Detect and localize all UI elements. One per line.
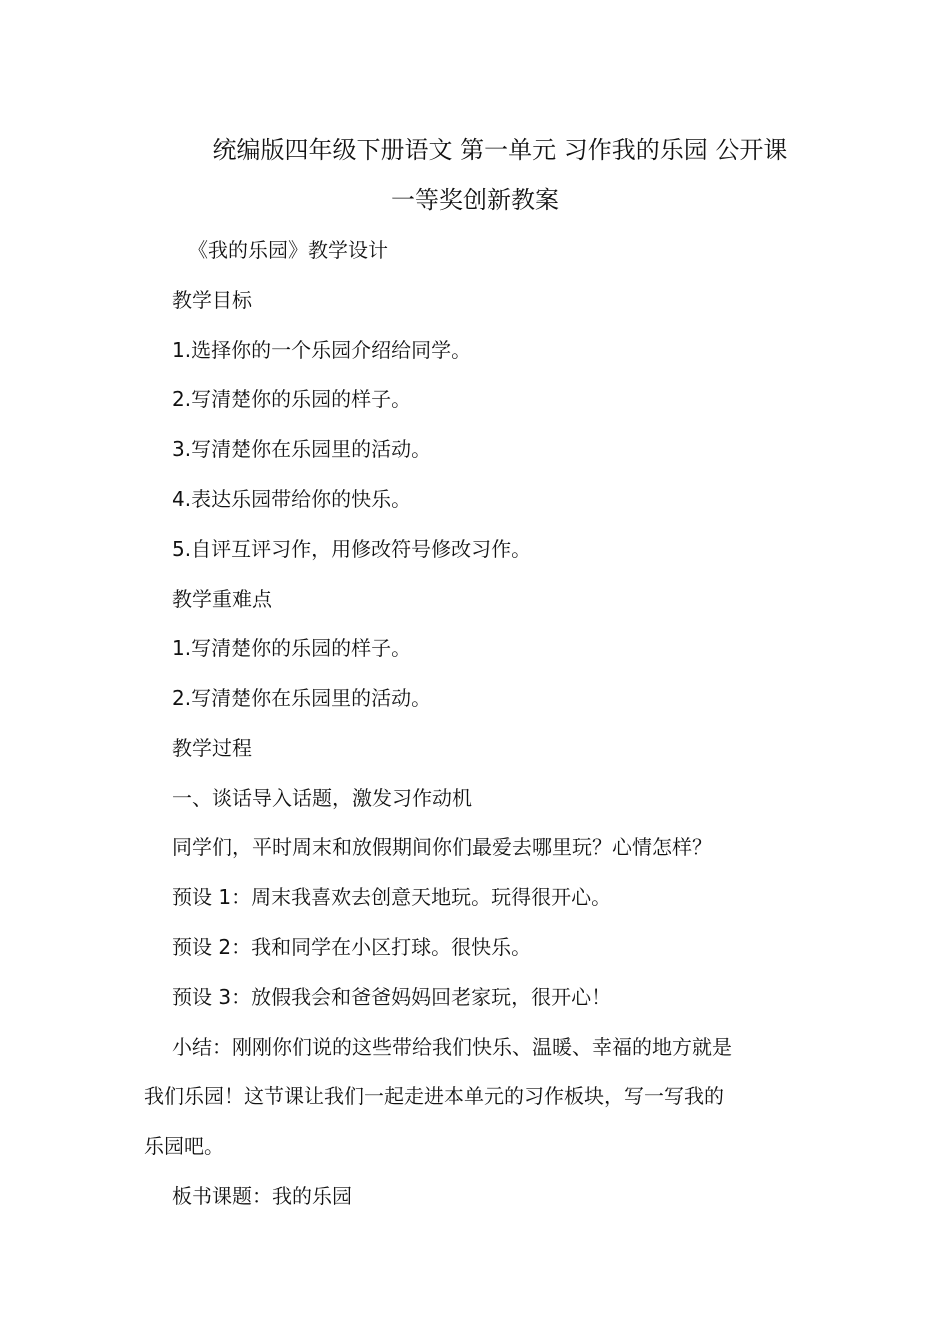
document-title-line-2: 一等奖创新教案 (391, 186, 559, 214)
goal-item: 5.自评互评习作，用修改符号修改习作。 (172, 537, 532, 561)
intro-question: 同学们，平时周末和放假期间你们最爱去哪里玩？心情怎样？ (172, 835, 712, 859)
board-title: 板书课题：我的乐园 (172, 1184, 352, 1208)
goal-item: 3.写清楚你在乐园里的活动。 (172, 437, 432, 461)
lesson-subtitle: 《我的乐园》教学设计 (188, 238, 388, 262)
document-title-line-1: 统编版四年级下册语文 第一单元 习作我的乐园 公开课 (212, 136, 788, 164)
preset-answer: 预设 2：我和同学在小区打球。很快乐。 (172, 935, 532, 959)
section-heading: 一、谈话导入话题，激发习作动机 (172, 786, 472, 810)
preset-answer: 预设 1：周末我喜欢去创意天地玩。玩得很开心。 (172, 885, 612, 909)
key-point-item: 1.写清楚你的乐园的样子。 (172, 636, 412, 660)
goal-item: 2.写清楚你的乐园的样子。 (172, 387, 412, 411)
goal-item: 1.选择你的一个乐园介绍给同学。 (172, 338, 472, 362)
summary-line: 我们乐园！这节课让我们一起走进本单元的习作板块，写一写我的 (144, 1084, 724, 1108)
key-point-item: 2.写清楚你在乐园里的活动。 (172, 686, 432, 710)
heading-key-points: 教学重难点 (172, 587, 272, 611)
summary-line: 小结：刚刚你们说的这些带给我们快乐、温暖、幸福的地方就是 (172, 1035, 732, 1059)
summary-line: 乐园吧。 (144, 1134, 224, 1158)
heading-teaching-process: 教学过程 (172, 736, 252, 760)
preset-answer: 预设 3：放假我会和爸爸妈妈回老家玩，很开心！ (172, 985, 612, 1009)
goal-item: 4.表达乐园带给你的快乐。 (172, 487, 412, 511)
heading-teaching-goals: 教学目标 (172, 288, 252, 312)
